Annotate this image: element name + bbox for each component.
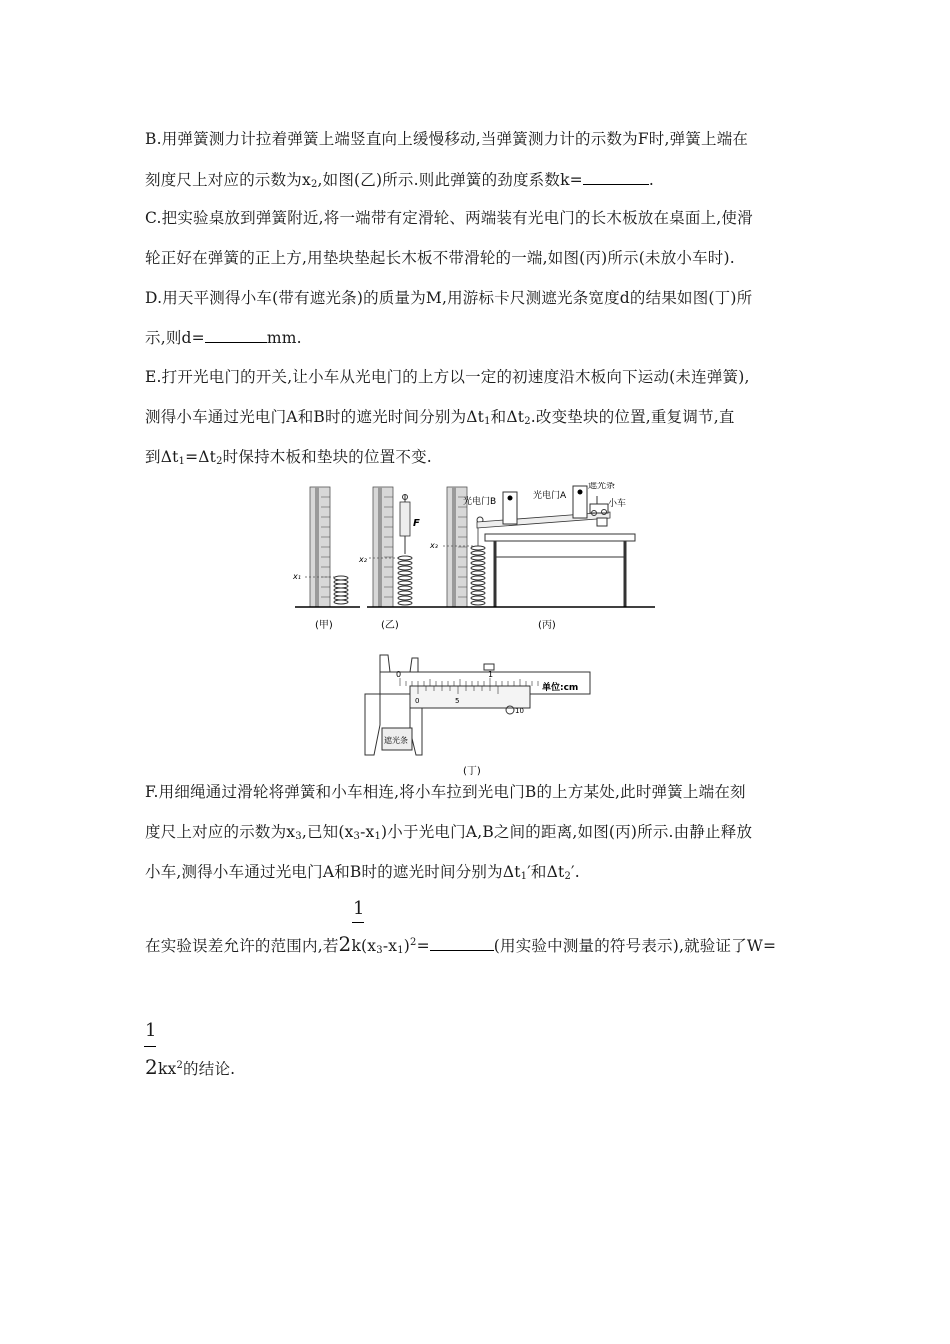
conclusion-end	[145, 1055, 235, 1079]
label-shade-strip: 遮光条	[588, 482, 616, 491]
subscript: 2	[524, 416, 531, 427]
label-x2: x₂	[359, 555, 367, 564]
caliper-strip-label: 遮光条	[384, 736, 408, 745]
spring-yi	[398, 556, 412, 605]
text: (用实验中测量的符号表示),就验证了W=	[493, 937, 777, 955]
step-f-line2	[145, 820, 752, 842]
label-bing: (丙)	[538, 620, 556, 631]
answer-blank-d[interactable]	[205, 328, 267, 343]
subscript: 1	[374, 831, 382, 842]
text: 小车,测得小车通过光电门A和B时的遮光时间分别为Δt	[145, 863, 521, 881]
label-yi: (乙)	[381, 620, 399, 631]
text: mm.	[266, 329, 302, 347]
subscript: 2	[310, 179, 318, 190]
text: .改变垫块的位置,重复调节,直	[530, 408, 735, 426]
label-x3: x₃	[430, 541, 438, 550]
text: 示,则d=	[145, 329, 205, 347]
spring-bing	[471, 546, 485, 605]
step-e-line3	[145, 445, 432, 467]
text: 测得小车通过光电门A和B时的遮光时间分别为Δt	[145, 408, 485, 426]
text: 时保持木板和垫块的位置不变.	[222, 448, 432, 466]
tick-vernier-5: 5	[455, 697, 460, 705]
text: 到Δt	[145, 448, 179, 466]
subscript: 2	[216, 456, 223, 467]
subscript: 3	[295, 831, 302, 842]
ruler-jia	[310, 487, 330, 607]
subscript: 2	[564, 871, 572, 882]
step-d-line1: D.用天平测得小车(带有遮光条)的质量为M,用游标卡尺测遮光条宽度d的结果如图(丁)所	[145, 289, 753, 307]
subscript: 1	[484, 416, 491, 427]
text: )小于光电门A,B之间的距离,如图(丙)所示.由静止释放	[381, 823, 753, 841]
text: ′和Δt	[527, 863, 565, 881]
text: 在实验误差允许的范围内,若	[145, 937, 339, 955]
subscript: 3	[353, 831, 361, 842]
ruler-yi	[373, 487, 393, 607]
text: =	[416, 937, 430, 955]
text: )	[403, 937, 411, 955]
label-jia: (甲)	[315, 620, 333, 631]
text: kx	[157, 1060, 177, 1078]
spring-jia	[334, 576, 348, 604]
text: 刻度尺上对应的示数为x	[145, 171, 311, 189]
fraction2-denominator: 2	[145, 1055, 158, 1079]
subscript: 1	[397, 945, 404, 956]
step-c-line2: 轮正好在弹簧的正上方,用垫块垫起长木板不带滑轮的一端,如图(丙)所示(未放小车时).	[145, 249, 735, 267]
step-b-line2	[145, 168, 654, 190]
label-force: F	[413, 518, 420, 529]
label-ding: (丁)	[463, 766, 481, 777]
text: 的结论.	[183, 1060, 236, 1078]
table	[485, 534, 635, 607]
block	[597, 518, 607, 526]
label-gate-b: 光电门B	[463, 497, 497, 507]
fraction2-bar	[144, 1046, 156, 1047]
conclusion-line	[145, 932, 776, 956]
text: -x	[382, 937, 398, 955]
step-b-line1: B.用弹簧测力计拉着弹簧上端竖直向上缓慢移动,当弹簧测力计的示数为F时,弹簧上端在	[145, 130, 749, 148]
cart	[590, 504, 608, 513]
long-board	[477, 512, 610, 528]
text: k(x	[351, 937, 377, 955]
text: ,如图(乙)所示.则此弹簧的劲度系数k=	[317, 171, 583, 189]
step-f-line1: F.用细绳通过滑轮将弹簧和小车相连,将小车拉到光电门B的上方某处,此时弹簧上端在刻	[145, 783, 746, 801]
answer-blank-k[interactable]	[583, 170, 649, 185]
figure-caliper	[360, 650, 600, 780]
label-gate-a: 光电门A	[533, 491, 567, 501]
text: 和Δt	[490, 408, 525, 426]
text: ′.	[571, 863, 580, 881]
step-c-line1: C.把实验桌放到弹簧附近,将一端带有定滑轮、两端装有光电门的长木板放在桌面上,使滑	[145, 209, 753, 227]
fraction-denominator: 2	[338, 932, 352, 956]
step-f-line3	[145, 860, 580, 882]
subscript: 1	[178, 456, 186, 467]
figure-apparatus	[285, 482, 665, 642]
label-unit: 单位:cm	[542, 683, 579, 693]
spring-scale-yi	[400, 494, 410, 554]
tick-vernier-10: 10	[515, 707, 524, 715]
subscript: 3	[376, 945, 383, 956]
fraction2-numerator: 1	[145, 1020, 157, 1041]
label-x1: x₁	[293, 572, 301, 581]
text: =Δt	[185, 448, 217, 466]
text: ,已知(x	[301, 823, 354, 841]
tick-main-1: 1	[488, 670, 494, 679]
text: .	[648, 171, 654, 189]
vernier-scale	[410, 686, 530, 708]
text: -x	[360, 823, 375, 841]
text: 度尺上对应的示数为x	[145, 823, 296, 841]
tick-vernier-0: 0	[415, 697, 420, 705]
subscript: 1	[520, 871, 528, 882]
answer-blank-formula[interactable]	[430, 936, 494, 951]
label-cart: 小车	[608, 499, 627, 509]
superscript: 2	[176, 1060, 184, 1071]
superscript: 2	[410, 937, 417, 948]
step-e-line1: E.打开光电门的开关,让小车从光电门的上方以一定的初速度沿木板向下运动(未连弹簧),	[145, 368, 750, 386]
step-e-line2	[145, 405, 735, 427]
fixed-jaw	[365, 694, 380, 755]
tick-main-0: 0	[396, 670, 402, 679]
step-d-line2	[145, 326, 302, 348]
fraction-numerator: 1	[353, 898, 365, 919]
fraction-bar	[352, 922, 364, 923]
